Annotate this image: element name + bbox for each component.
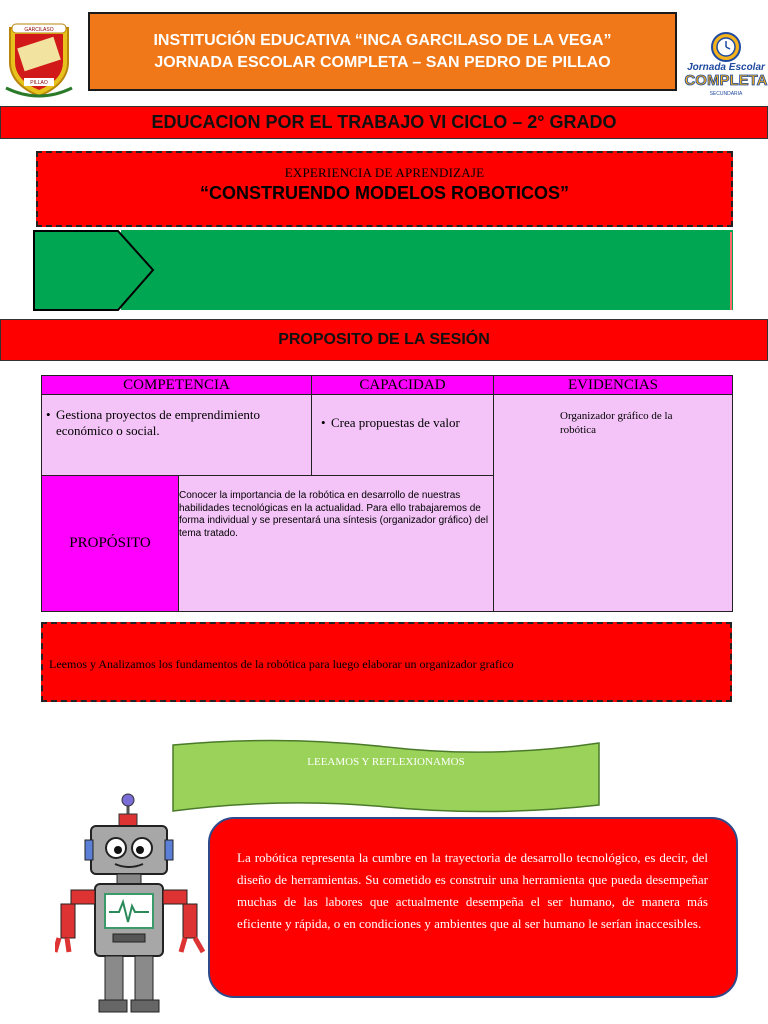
purpose-bar: PROPOSITO DE LA SESIÓN [0,319,768,361]
robotics-info-box: La robótica representa la cumbre en la trayectoria de desarrollo tecnológico, es decir, del diseño de herramientas. Su cometido es construir una herramienta que pueda desempeñar muchas de las labores que actualmente desempeña el ser humano, de manera más eficiente y rápida, o en condiciones y ambientes que al ser humano le serían inaccesibles. [208,817,738,998]
green-arrow-banner [33,230,733,312]
experience-box [36,151,733,227]
svg-text:COMPLETA: COMPLETA [684,72,768,89]
reflection-banner [172,737,600,819]
proposito-text: Conocer la importancia de la robótica en desarrollo de nuestras habilidades tecnológicas en la actualidad. Para ello trabajaremos de forma individual y se presentará una síntesis (organizador gráfico) del tema tratado. [178,475,494,612]
svg-text:SECUNDARIA: SECUNDARIA [709,91,743,97]
jornada-escolar-logo-icon [684,30,768,102]
school-name: INSTITUCIÓN EDUCATIVA “INCA GARCILASO DE LA VEGA” [153,31,612,49]
header-evidencias: EVIDENCIAS [493,375,733,395]
experience-label: EXPERIENCIA DE APRENDIZAJE [284,165,485,180]
evidencias-cell [493,394,733,612]
bullet-icon: • [46,407,51,422]
list-item: • Gestiona proyectos de emprendimiento económico o social. [46,407,260,438]
subject-bar: EDUCACION POR EL TRABAJO VI CICLO – 2° GRADO [0,106,768,139]
bullet-icon: • [321,415,326,430]
header-capacidad: CAPACIDAD [311,375,494,395]
svg-text:PILLAO: PILLAO [30,80,48,86]
school-crest-icon [4,22,74,98]
list-item: • Crea propuestas de valor [321,415,460,430]
competencia-cell [41,394,312,476]
evidencias-text: Organizador gráfico de la robótica [560,410,673,436]
capacidad-cell [311,394,494,476]
robot-illustration-icon [55,792,210,1022]
svg-text:GARCILASO: GARCILASO [24,27,54,33]
reading-instruction-box: Leemos y Analizamos los fundamentos de la robótica para luego elaborar un organizador grafico [41,622,732,702]
proposito-label: PROPÓSITO [41,475,179,612]
school-program: JORNADA ESCOLAR COMPLETA – SAN PEDRO DE PILLAO [154,53,611,71]
experience-title: “CONSTRUENDO MODELOS ROBOTICOS” [199,183,569,203]
school-header [88,12,677,91]
header-competencia: COMPETENCIA [41,375,312,395]
reflection-banner-text: LEEAMOS Y REFLEXIONAMOS [307,756,465,768]
svg-text:Jornada Escolar: Jornada Escolar [687,62,765,73]
